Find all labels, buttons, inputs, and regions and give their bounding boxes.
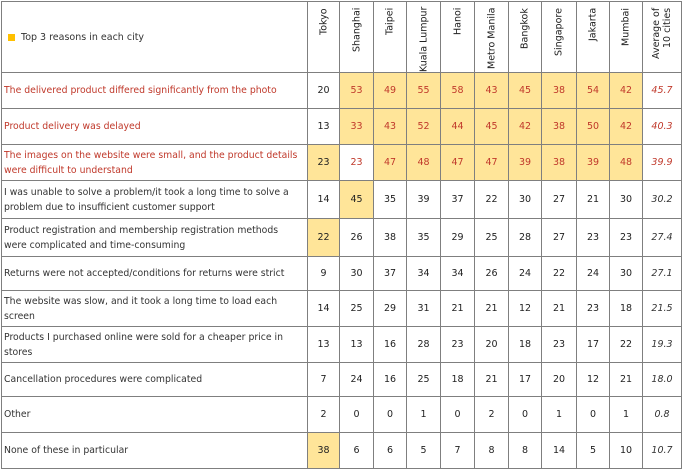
value-cell: 0 bbox=[509, 397, 542, 433]
value-cell: 1 bbox=[407, 397, 441, 433]
value-cell: 6 bbox=[340, 433, 374, 469]
reasons-table bbox=[1, 1, 682, 469]
value-cell: 22 bbox=[610, 327, 643, 363]
value-cell: 43 bbox=[374, 109, 407, 145]
value-cell: 22 bbox=[542, 257, 577, 291]
value-cell: 27 bbox=[542, 219, 577, 257]
value-cell: 29 bbox=[374, 291, 407, 327]
table-row bbox=[2, 257, 682, 291]
value-cell: 47 bbox=[475, 145, 509, 181]
value-cell: 39 bbox=[509, 145, 542, 181]
value-cell: 18 bbox=[441, 363, 475, 397]
value-cell: 14 bbox=[542, 433, 577, 469]
value-cell: 25 bbox=[340, 291, 374, 327]
value-cell: 25 bbox=[475, 219, 509, 257]
value-cell: 54 bbox=[577, 73, 610, 109]
table-row bbox=[2, 109, 682, 145]
value-cell: 53 bbox=[340, 73, 374, 109]
value-cell: 23 bbox=[308, 145, 340, 181]
value-cell: 13 bbox=[308, 109, 340, 145]
value-cell: 5 bbox=[577, 433, 610, 469]
value-cell: 35 bbox=[407, 219, 441, 257]
average-cell: 27.4 bbox=[643, 219, 682, 257]
value-cell: 22 bbox=[475, 181, 509, 219]
value-cell: 22 bbox=[308, 219, 340, 257]
value-cell: 31 bbox=[407, 291, 441, 327]
column-header-label: Taipei bbox=[384, 8, 396, 36]
value-cell: 37 bbox=[441, 181, 475, 219]
value-cell: 6 bbox=[374, 433, 407, 469]
column-header bbox=[407, 2, 441, 73]
value-cell: 30 bbox=[509, 181, 542, 219]
column-header bbox=[374, 2, 407, 73]
value-cell: 21 bbox=[475, 363, 509, 397]
value-cell: 37 bbox=[374, 257, 407, 291]
value-cell: 23 bbox=[610, 219, 643, 257]
table-body bbox=[2, 73, 682, 469]
row-label: None of these in particular bbox=[2, 433, 308, 469]
value-cell: 20 bbox=[542, 363, 577, 397]
value-cell: 21 bbox=[542, 291, 577, 327]
value-cell: 0 bbox=[340, 397, 374, 433]
value-cell: 12 bbox=[577, 363, 610, 397]
value-cell: 50 bbox=[577, 109, 610, 145]
table-row bbox=[2, 397, 682, 433]
legend-label: Top 3 reasons in each city bbox=[21, 31, 145, 43]
value-cell: 24 bbox=[340, 363, 374, 397]
value-cell: 30 bbox=[610, 181, 643, 219]
row-label: The website was slow, and it took a long time to load each screen bbox=[2, 291, 308, 327]
value-cell: 23 bbox=[441, 327, 475, 363]
value-cell: 2 bbox=[475, 397, 509, 433]
column-header bbox=[308, 2, 340, 73]
column-header bbox=[542, 2, 577, 73]
value-cell: 38 bbox=[308, 433, 340, 469]
average-cell: 27.1 bbox=[643, 257, 682, 291]
value-cell: 58 bbox=[441, 73, 475, 109]
legend-swatch bbox=[8, 34, 15, 41]
value-cell: 8 bbox=[509, 433, 542, 469]
value-cell: 7 bbox=[308, 363, 340, 397]
column-header bbox=[643, 2, 682, 73]
value-cell: 17 bbox=[577, 327, 610, 363]
value-cell: 27 bbox=[542, 181, 577, 219]
row-label: The delivered product differed significantly from the photo bbox=[2, 73, 308, 109]
value-cell: 38 bbox=[542, 145, 577, 181]
column-header bbox=[509, 2, 542, 73]
column-header-label: Singapore bbox=[553, 8, 565, 56]
row-label: Cancellation procedures were complicated bbox=[2, 363, 308, 397]
column-header-label: Bangkok bbox=[519, 8, 531, 49]
table-row bbox=[2, 145, 682, 181]
value-cell: 38 bbox=[374, 219, 407, 257]
column-header-label: Hanoi bbox=[452, 8, 463, 36]
value-cell: 9 bbox=[308, 257, 340, 291]
column-header bbox=[475, 2, 509, 73]
value-cell: 0 bbox=[577, 397, 610, 433]
value-cell: 26 bbox=[475, 257, 509, 291]
average-cell: 0.8 bbox=[643, 397, 682, 433]
table-row bbox=[2, 291, 682, 327]
average-cell: 19.3 bbox=[643, 327, 682, 363]
value-cell: 21 bbox=[441, 291, 475, 327]
value-cell: 1 bbox=[542, 397, 577, 433]
value-cell: 14 bbox=[308, 181, 340, 219]
value-cell: 7 bbox=[441, 433, 475, 469]
value-cell: 26 bbox=[340, 219, 374, 257]
row-label: Other bbox=[2, 397, 308, 433]
value-cell: 13 bbox=[308, 327, 340, 363]
table-row bbox=[2, 73, 682, 109]
average-cell: 18.0 bbox=[643, 363, 682, 397]
header-row bbox=[2, 2, 682, 73]
average-cell: 30.2 bbox=[643, 181, 682, 219]
column-header bbox=[577, 2, 610, 73]
row-label: Products I purchased online were sold for a cheaper price in stores bbox=[2, 327, 308, 363]
column-header-label: Metro Manila bbox=[486, 8, 497, 70]
value-cell: 45 bbox=[340, 181, 374, 219]
table-row bbox=[2, 327, 682, 363]
average-cell: 39.9 bbox=[643, 145, 682, 181]
average-cell: 40.3 bbox=[643, 109, 682, 145]
value-cell: 17 bbox=[509, 363, 542, 397]
value-cell: 35 bbox=[374, 181, 407, 219]
value-cell: 28 bbox=[407, 327, 441, 363]
value-cell: 34 bbox=[407, 257, 441, 291]
value-cell: 42 bbox=[610, 109, 643, 145]
value-cell: 16 bbox=[374, 363, 407, 397]
column-header bbox=[441, 2, 475, 73]
value-cell: 55 bbox=[407, 73, 441, 109]
value-cell: 28 bbox=[509, 219, 542, 257]
value-cell: 18 bbox=[509, 327, 542, 363]
table-row bbox=[2, 433, 682, 469]
average-cell: 45.7 bbox=[643, 73, 682, 109]
value-cell: 34 bbox=[441, 257, 475, 291]
value-cell: 1 bbox=[610, 397, 643, 433]
value-cell: 39 bbox=[577, 145, 610, 181]
value-cell: 44 bbox=[441, 109, 475, 145]
row-label: Product registration and membership registration methods were complicated and time-consuming bbox=[2, 219, 308, 257]
value-cell: 23 bbox=[542, 327, 577, 363]
value-cell: 45 bbox=[509, 73, 542, 109]
value-cell: 43 bbox=[475, 73, 509, 109]
value-cell: 29 bbox=[441, 219, 475, 257]
value-cell: 21 bbox=[475, 291, 509, 327]
table-row bbox=[2, 219, 682, 257]
value-cell: 38 bbox=[542, 73, 577, 109]
value-cell: 47 bbox=[374, 145, 407, 181]
average-cell: 10.7 bbox=[643, 433, 682, 469]
value-cell: 39 bbox=[407, 181, 441, 219]
row-label: The images on the website were small, and the product details were difficult to understand bbox=[2, 145, 308, 181]
value-cell: 13 bbox=[340, 327, 374, 363]
value-cell: 49 bbox=[374, 73, 407, 109]
value-cell: 18 bbox=[610, 291, 643, 327]
row-label: I was unable to solve a problem/it took a long time to solve a problem due to insufficient customer support bbox=[2, 181, 308, 219]
value-cell: 42 bbox=[610, 73, 643, 109]
table-row bbox=[2, 181, 682, 219]
column-header bbox=[340, 2, 374, 73]
value-cell: 42 bbox=[509, 109, 542, 145]
value-cell: 0 bbox=[441, 397, 475, 433]
row-label: Product delivery was delayed bbox=[2, 109, 308, 145]
table-row bbox=[2, 363, 682, 397]
column-header-label: Shanghai bbox=[351, 8, 362, 53]
column-header bbox=[610, 2, 643, 73]
value-cell: 10 bbox=[610, 433, 643, 469]
value-cell: 21 bbox=[610, 363, 643, 397]
row-label: Returns were not accepted/conditions for returns were strict bbox=[2, 257, 308, 291]
value-cell: 21 bbox=[577, 181, 610, 219]
legend bbox=[2, 2, 308, 73]
value-cell: 20 bbox=[475, 327, 509, 363]
value-cell: 52 bbox=[407, 109, 441, 145]
value-cell: 23 bbox=[340, 145, 374, 181]
value-cell: 24 bbox=[509, 257, 542, 291]
average-cell: 21.5 bbox=[643, 291, 682, 327]
value-cell: 33 bbox=[340, 109, 374, 145]
value-cell: 23 bbox=[577, 219, 610, 257]
value-cell: 25 bbox=[407, 363, 441, 397]
value-cell: 45 bbox=[475, 109, 509, 145]
value-cell: 48 bbox=[407, 145, 441, 181]
value-cell: 12 bbox=[509, 291, 542, 327]
value-cell: 2 bbox=[308, 397, 340, 433]
value-cell: 30 bbox=[340, 257, 374, 291]
column-header-label: Kuala Lumpur bbox=[418, 6, 429, 72]
value-cell: 38 bbox=[542, 109, 577, 145]
value-cell: 23 bbox=[577, 291, 610, 327]
column-header-label: Mumbai bbox=[620, 8, 632, 46]
value-cell: 30 bbox=[610, 257, 643, 291]
column-header-label: Jakarta bbox=[587, 8, 599, 42]
value-cell: 0 bbox=[374, 397, 407, 433]
column-header-label: Average of 10 cities bbox=[651, 8, 673, 60]
value-cell: 20 bbox=[308, 73, 340, 109]
value-cell: 24 bbox=[577, 257, 610, 291]
value-cell: 14 bbox=[308, 291, 340, 327]
value-cell: 48 bbox=[610, 145, 643, 181]
value-cell: 16 bbox=[374, 327, 407, 363]
value-cell: 8 bbox=[475, 433, 509, 469]
value-cell: 5 bbox=[407, 433, 441, 469]
column-header-label: Tokyo bbox=[318, 8, 329, 35]
value-cell: 47 bbox=[441, 145, 475, 181]
